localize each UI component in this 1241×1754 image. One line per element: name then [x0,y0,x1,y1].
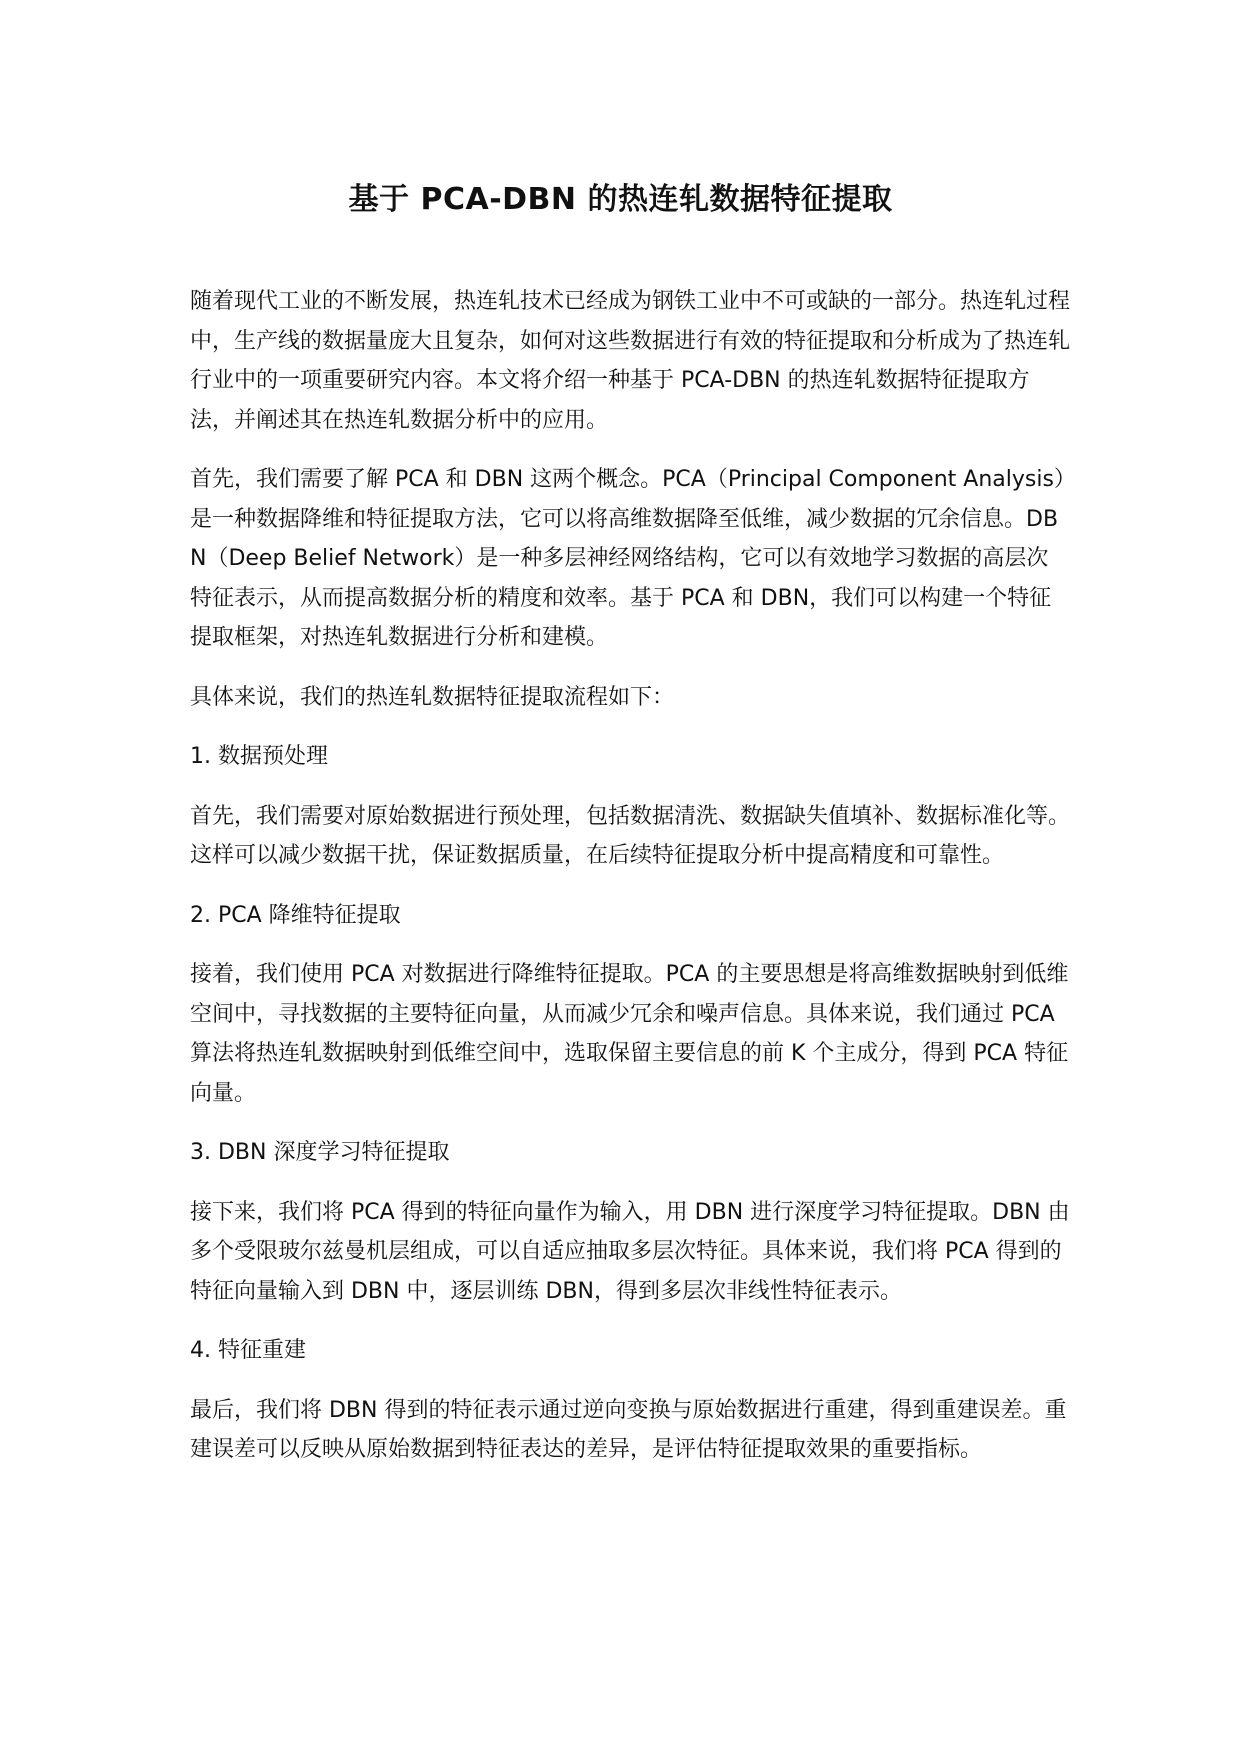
step-2-heading: 2. PCA 降维特征提取 [190,902,401,928]
concepts-paragraph: 首先，我们需要了解 PCA 和 DBN 这两个概念。PCA（Principal Component Analysis）是一种数据降维和特征提取方法，它可以将高维数据降至低维，减少数据的冗余信息。DBN（Deep Belief Network）是一种多层神经网络结构，它可以有效地学习数据的高层次特征表示，从而提高数据分析的精度和效率。基于 PCA 和 DBN，我们可以构建一个特征提取框架，对热连轧数据进行分析和建模。 [190,467,1065,650]
intro-paragraph: 随着现代工业的不断发展，热连轧技术已经成为钢铁工业中不可或缺的一部分。热连轧过程中，生产线的数据量庞大且复杂，如何对这些数据进行有效的特征提取和分析成为了热连轧行业中的一项重要研究内容。本文将介绍一种基于 PCA-DBN 的热连轧数据特征提取方法，并阐述其在热连轧数据分析中的应用。 [190,289,1071,433]
document-title: 基于 PCA-DBN 的热连轧数据特征提取 [348,182,893,217]
step-1-heading: 1. 数据预处理 [190,744,328,769]
step-2-paragraph: 接着，我们使用 PCA 对数据进行降维特征提取。PCA 的主要思想是将高维数据映射到低维空间中，寻找数据的主要特征向量，从而减少冗余和噪声信息。具体来说，我们通过 PCA 算法将热连轧数据映射到低维空间中，选取保留主要信息的前 K 个主成分，得到 PCA 特征向量。 [190,962,1069,1106]
step-4-paragraph: 最后，我们将 DBN 得到的特征表示通过逆向变换与原始数据进行重建，得到重建误差。重建误差可以反映从原始数据到特征表达的差异，是评估特征提取效果的重要指标。 [190,1397,1067,1462]
step-1-paragraph: 首先，我们需要对原始数据进行预处理，包括数据清洗、数据缺失值填补、数据标准化等。这样可以减少数据干扰，保证数据质量，在后续特征提取分析中提高精度和可靠性。 [190,803,1071,868]
step-3-paragraph: 接下来，我们将 PCA 得到的特征向量作为输入，用 DBN 进行深度学习特征提取。DBN 由多个受限玻尔兹曼机层组成，可以自适应抽取多层次特征。具体来说，我们将 PCA 得到的特征向量输入到 DBN 中，逐层训练 DBN，得到多层次非线性特征表示。 [190,1199,1070,1304]
step-4-heading: 4. 特征重建 [190,1338,306,1363]
document-body [190,282,1070,1490]
step-3-heading: 3. DBN 深度学习特征提取 [190,1140,450,1165]
process-intro-paragraph: 具体来说，我们的热连轧数据特征提取流程如下： [190,684,675,710]
